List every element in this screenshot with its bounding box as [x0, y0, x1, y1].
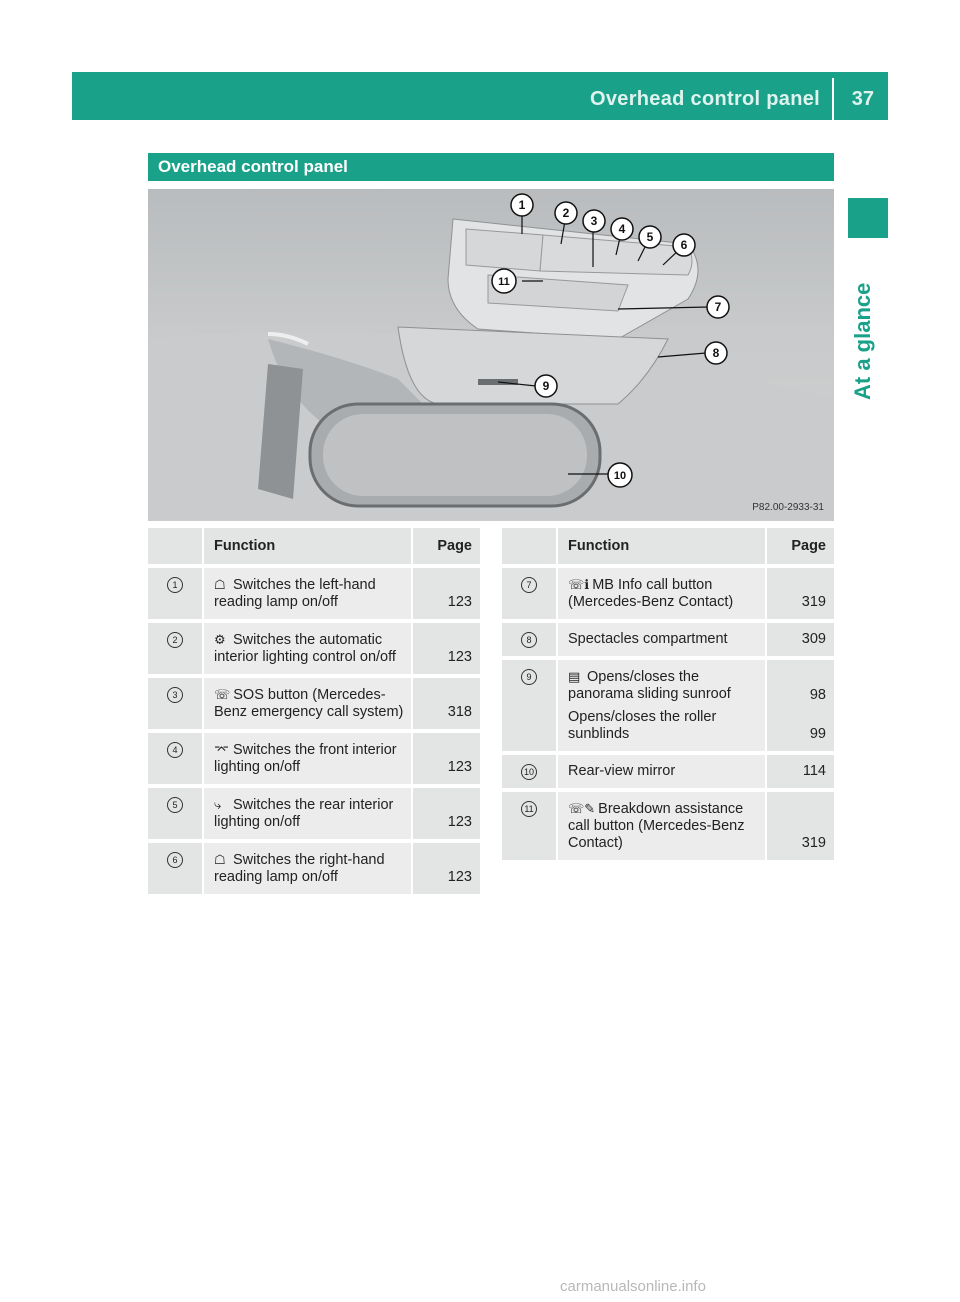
- function-text: MB Info call button (Mercedes-Benz Contact): [568, 577, 734, 610]
- function-text: Switches the left-hand reading lamp on/off: [214, 577, 376, 610]
- callout-number: 2: [167, 632, 183, 648]
- page-number-ref: 98: [809, 687, 826, 703]
- svg-text:3: 3: [590, 214, 598, 228]
- svg-text:10: 10: [613, 470, 627, 482]
- running-header: [72, 72, 888, 120]
- callout-4: [611, 218, 633, 240]
- callout-number: 3: [167, 687, 183, 703]
- automatic-interior-lighting-icon: ⚙: [214, 632, 226, 647]
- callout-number: 8: [521, 632, 537, 648]
- row-number: [502, 566, 557, 621]
- callout-11: [492, 269, 516, 293]
- page-number-ref: 123: [447, 814, 472, 830]
- page-number-ref: 319: [801, 594, 826, 610]
- function-text: Breakdown assistance call button (Mercedes-Benz Contact): [568, 801, 745, 851]
- col-num: [502, 528, 557, 566]
- callout-number: 9: [521, 669, 537, 685]
- function-text: Opens/closes the panorama sliding sunroof: [568, 669, 731, 702]
- col-num: [148, 528, 203, 566]
- row-number: [148, 731, 203, 786]
- function-cell: [203, 786, 412, 841]
- section-heading-bar: [148, 153, 834, 181]
- page-cell: [412, 621, 480, 676]
- chapter-tab-marker: [848, 198, 888, 238]
- front-interior-light-icon: ⌤: [214, 742, 229, 757]
- page-number-ref-extra: 99: [809, 726, 826, 742]
- function-cell: [203, 841, 412, 896]
- header-divider: [832, 78, 834, 120]
- section-title: Overhead control panel: [158, 157, 348, 176]
- page-cell: [412, 786, 480, 841]
- callout-number: 1: [167, 577, 183, 593]
- page-cell: [766, 753, 834, 790]
- function-text: Switches the automatic interior lighting control on/off: [214, 632, 396, 665]
- table-row: [502, 566, 834, 621]
- function-table-right: [502, 528, 834, 864]
- page-cell: [766, 790, 834, 862]
- function-cell: [203, 731, 412, 786]
- function-text: Switches the rear interior lighting on/off: [214, 797, 394, 830]
- svg-text:1: 1: [518, 198, 526, 212]
- page-number-ref: 309: [801, 631, 826, 647]
- function-text: Switches the front interior lighting on/off: [214, 742, 397, 775]
- figure-reference: P82.00-2933-31: [752, 502, 824, 513]
- table-row: [502, 790, 834, 862]
- function-cell: [203, 566, 412, 621]
- function-text: SOS button (Mercedes-Benz emergency call system): [214, 687, 404, 720]
- sunroof-icon: ▤: [568, 669, 581, 684]
- row-number: [502, 621, 557, 658]
- function-cell: [557, 753, 766, 790]
- page-number-ref: 123: [447, 869, 472, 885]
- row-number: [502, 790, 557, 862]
- callout-number: 10: [521, 764, 537, 780]
- page-number: 37: [851, 88, 874, 110]
- table-row: [148, 566, 480, 621]
- callout-2: [555, 202, 577, 224]
- callout-number: 5: [167, 797, 183, 813]
- table-row: [148, 786, 480, 841]
- callout-number: 4: [167, 742, 183, 758]
- function-text: Spectacles compartment: [568, 631, 728, 647]
- function-cell: [203, 676, 412, 731]
- info-call-icon: ☏ℹ: [568, 577, 590, 592]
- col-page-header: Page: [766, 528, 834, 566]
- page-cell: [766, 621, 834, 658]
- col-function-header: Function: [203, 528, 412, 566]
- col-page-header: Page: [412, 528, 480, 566]
- function-cell: [203, 621, 412, 676]
- breakdown-call-icon: ☏✎: [568, 801, 596, 816]
- callout-number: 11: [521, 801, 537, 817]
- overhead-panel-photo: [148, 189, 834, 521]
- function-cell: [557, 566, 766, 621]
- table-row: [148, 676, 480, 731]
- function-table-left: [148, 528, 480, 898]
- page-cell: [412, 731, 480, 786]
- callout-5: [639, 226, 661, 248]
- running-header-title: Overhead control panel: [590, 88, 820, 110]
- row-number: [148, 676, 203, 731]
- row-number: [148, 566, 203, 621]
- table-row: [148, 841, 480, 896]
- callout-number: 7: [521, 577, 537, 593]
- row-number: [148, 786, 203, 841]
- svg-text:7: 7: [714, 300, 722, 314]
- page-cell: [412, 676, 480, 731]
- page-cell: [766, 658, 834, 753]
- sos-call-icon: ☏: [214, 687, 231, 702]
- function-cell: [557, 790, 766, 862]
- page-number-ref: 319: [801, 835, 826, 851]
- function-text-extra: Opens/closes the roller sunblinds: [568, 709, 717, 742]
- table-row: [502, 658, 834, 753]
- svg-text:6: 6: [680, 238, 688, 252]
- svg-text:4: 4: [618, 222, 626, 236]
- svg-text:9: 9: [542, 379, 550, 393]
- callout-3: [583, 210, 605, 232]
- overhead-panel-illustration: [148, 189, 834, 521]
- table-row: [148, 621, 480, 676]
- row-number: [148, 621, 203, 676]
- page-number-ref: 123: [447, 594, 472, 610]
- callout-1: [511, 194, 533, 216]
- svg-text:5: 5: [646, 230, 654, 244]
- callout-6: [673, 234, 695, 256]
- row-number: [148, 841, 203, 896]
- svg-text:2: 2: [562, 206, 570, 220]
- svg-text:11: 11: [498, 276, 510, 288]
- page-number-ref: 318: [447, 704, 472, 720]
- page-cell: [766, 566, 834, 621]
- page-number-ref: 114: [802, 763, 826, 779]
- callout-9: [535, 375, 557, 397]
- function-cell: [557, 658, 766, 753]
- reading-lamp-icon: ☖: [214, 852, 226, 867]
- col-function-header: Function: [557, 528, 766, 566]
- page-number-ref: 123: [447, 649, 472, 665]
- function-cell: [557, 621, 766, 658]
- table-row: [148, 731, 480, 786]
- row-number: [502, 658, 557, 753]
- page-cell: [412, 566, 480, 621]
- callout-8: [705, 342, 727, 364]
- function-text: Rear-view mirror: [568, 763, 676, 779]
- page-cell: [412, 841, 480, 896]
- callout-7: [707, 296, 729, 318]
- reading-lamp-icon: ☖: [214, 577, 226, 592]
- table-row: [502, 753, 834, 790]
- table-row: [502, 621, 834, 658]
- svg-text:8: 8: [712, 346, 720, 360]
- row-number: [502, 753, 557, 790]
- page-number-ref: 123: [447, 759, 472, 775]
- callout-number: 6: [167, 852, 183, 868]
- rear-interior-light-icon: ⤷: [214, 797, 222, 812]
- watermark: carmanualsonline.info: [560, 1278, 706, 1295]
- chapter-tab-label: At a glance: [850, 282, 875, 400]
- callout-10: [608, 463, 632, 487]
- function-text: Switches the right-hand reading lamp on/off: [214, 852, 385, 885]
